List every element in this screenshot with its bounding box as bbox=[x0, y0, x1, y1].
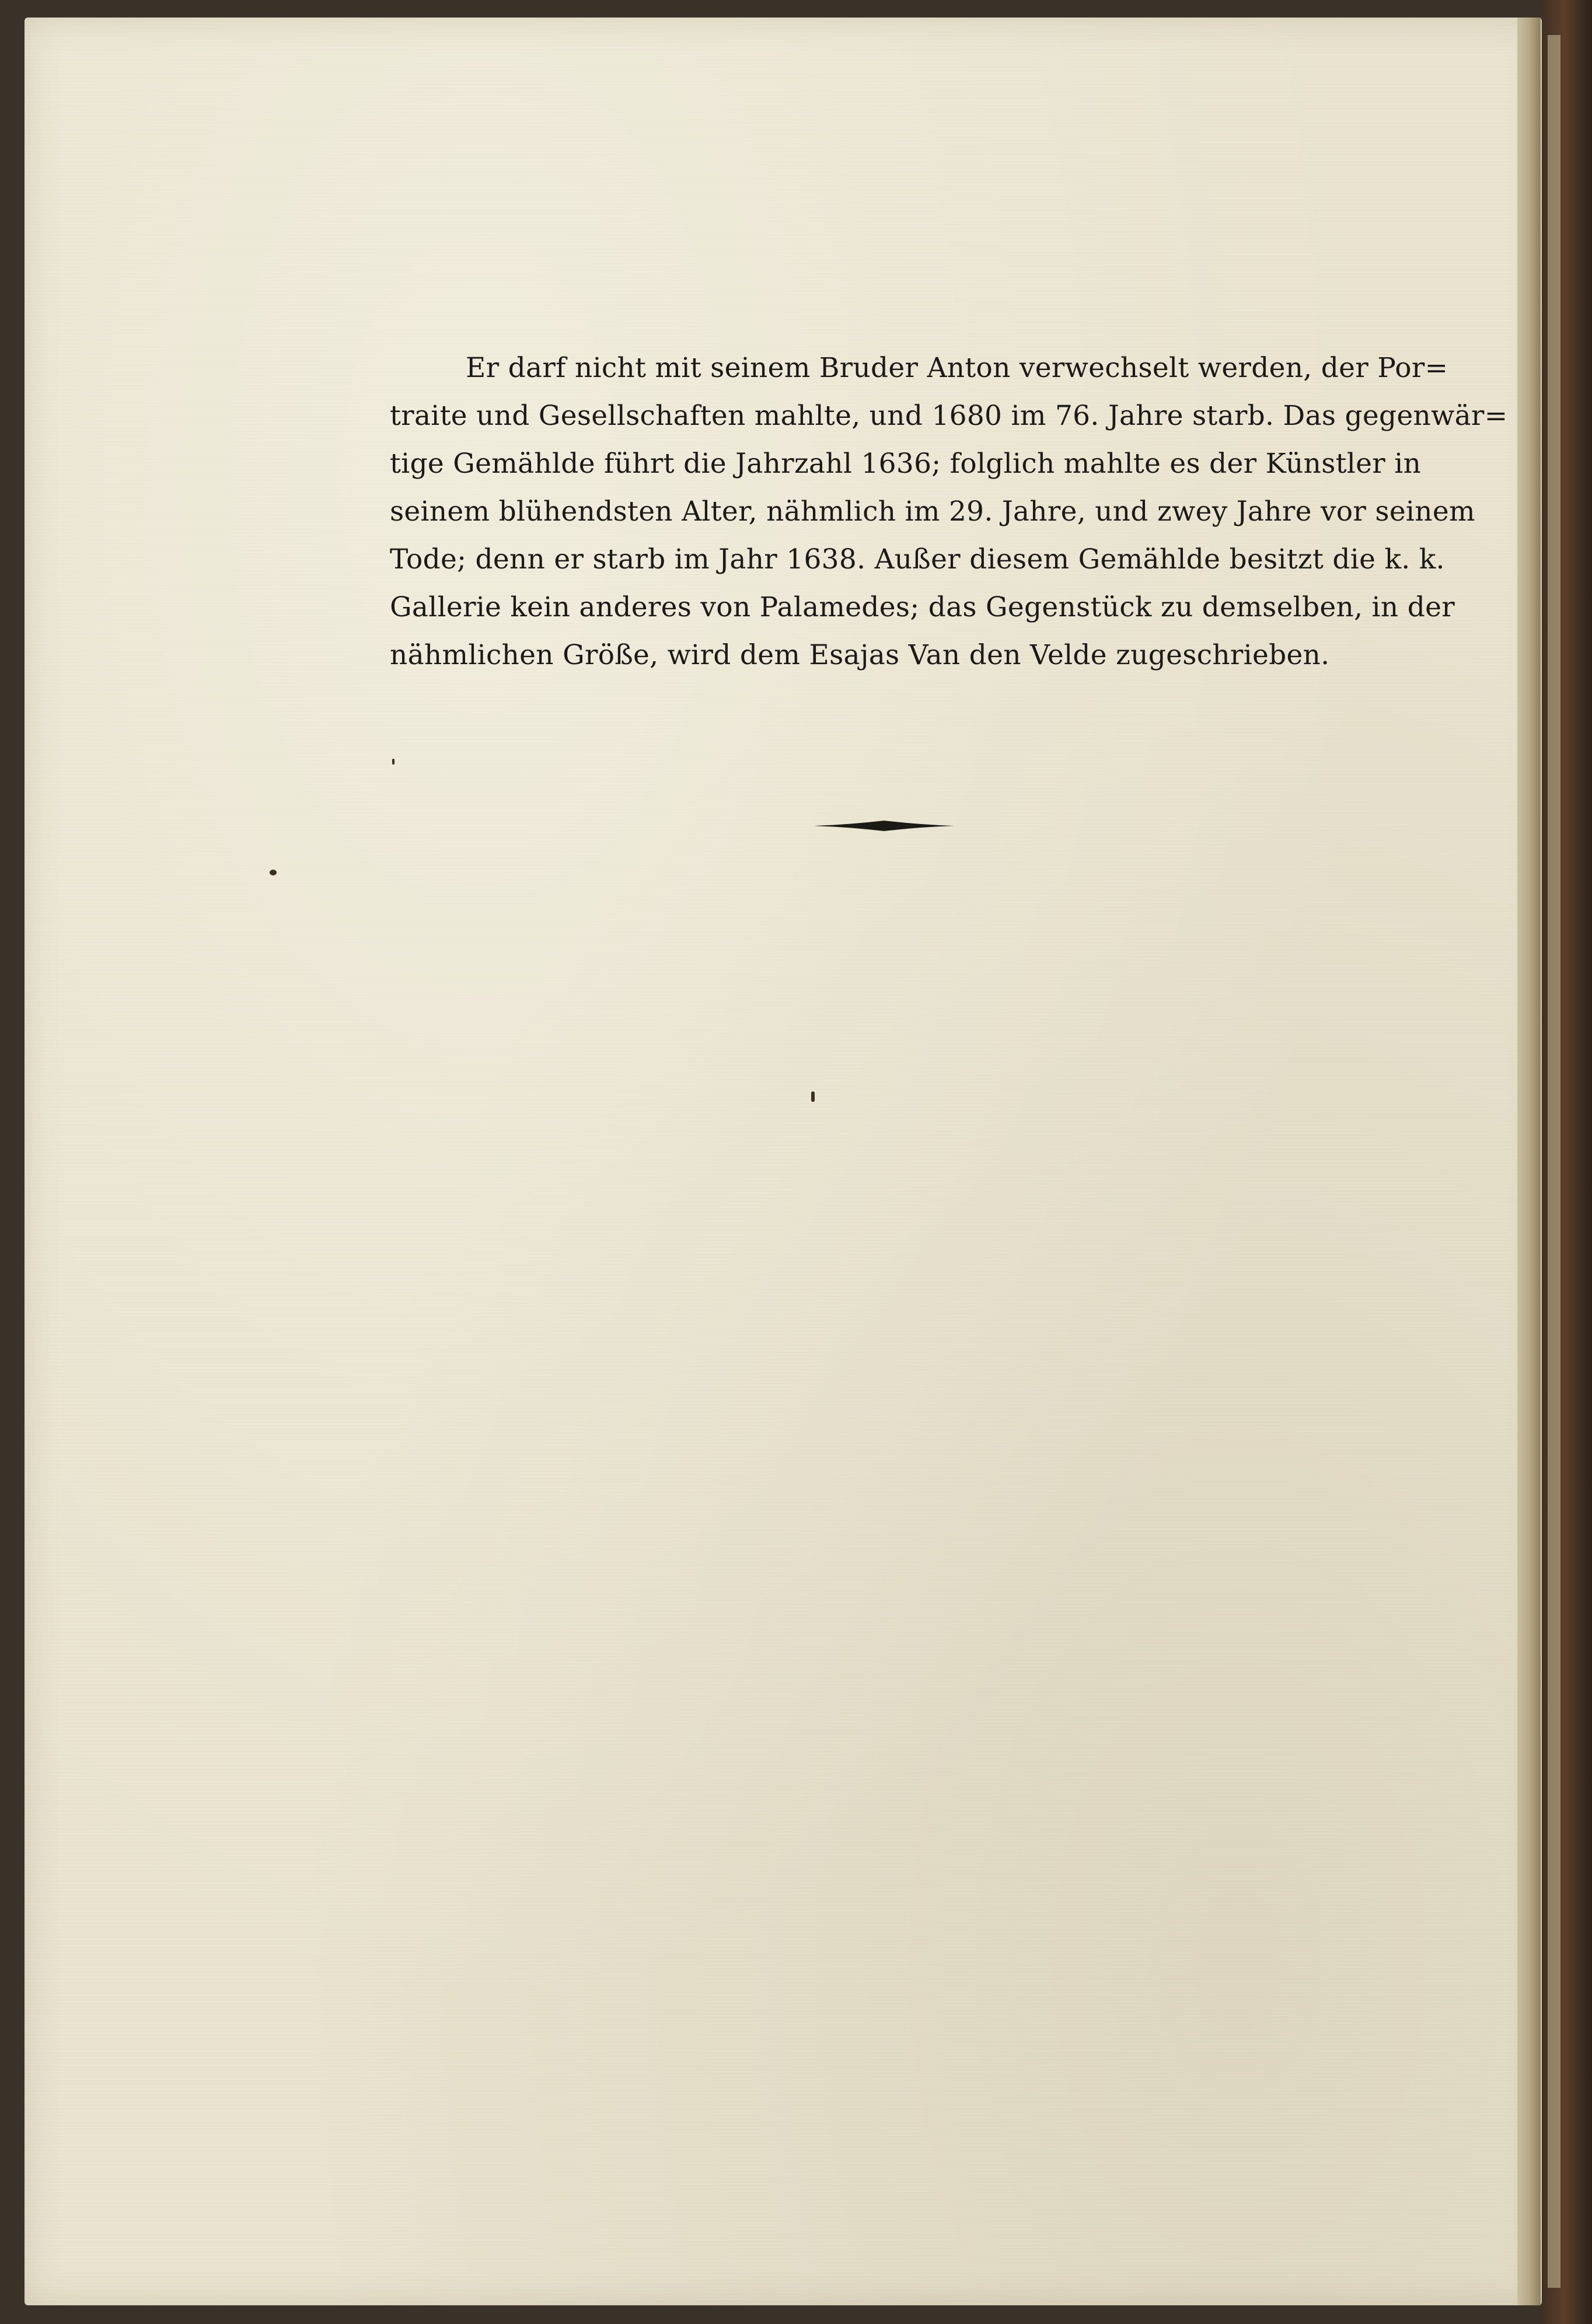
paragraph-line: nähmlichen Größe, wird dem Esajas Van den Velde zugeschrieben. bbox=[390, 639, 1330, 671]
ornamental-rule bbox=[814, 817, 954, 835]
text-paragraph bbox=[390, 344, 1508, 679]
paragraph-line: Tode; denn er starb im Jahr 1638. Außer diesem Gemählde besitzt die k. k. bbox=[390, 543, 1445, 575]
page-binding-edge bbox=[1517, 18, 1541, 2305]
dust-speck bbox=[270, 870, 277, 875]
facing-page-edge bbox=[1548, 35, 1560, 2288]
paragraph-line: tige Gemählde führt die Jahrzahl 1636; folglich mahlte es der Künstler in bbox=[390, 448, 1422, 480]
paragraph-line: seinem blühendsten Alter, nähmlich im 29. Jahre, und zwey Jahre vor seinem bbox=[390, 495, 1475, 528]
paragraph-line: traite und Gesellschaften mahlte, und 1680 im 76. Jahre starb. Das gegenwär= bbox=[390, 400, 1508, 432]
paragraph-line: Er darf nicht mit seinem Bruder Anton verwechselt werden, der Por= bbox=[466, 352, 1448, 384]
paragraph-line: Gallerie kein anderes von Palamedes; das Gegenstück zu demselben, in der bbox=[390, 591, 1455, 623]
dust-speck bbox=[392, 759, 394, 765]
dust-speck bbox=[811, 1091, 815, 1102]
